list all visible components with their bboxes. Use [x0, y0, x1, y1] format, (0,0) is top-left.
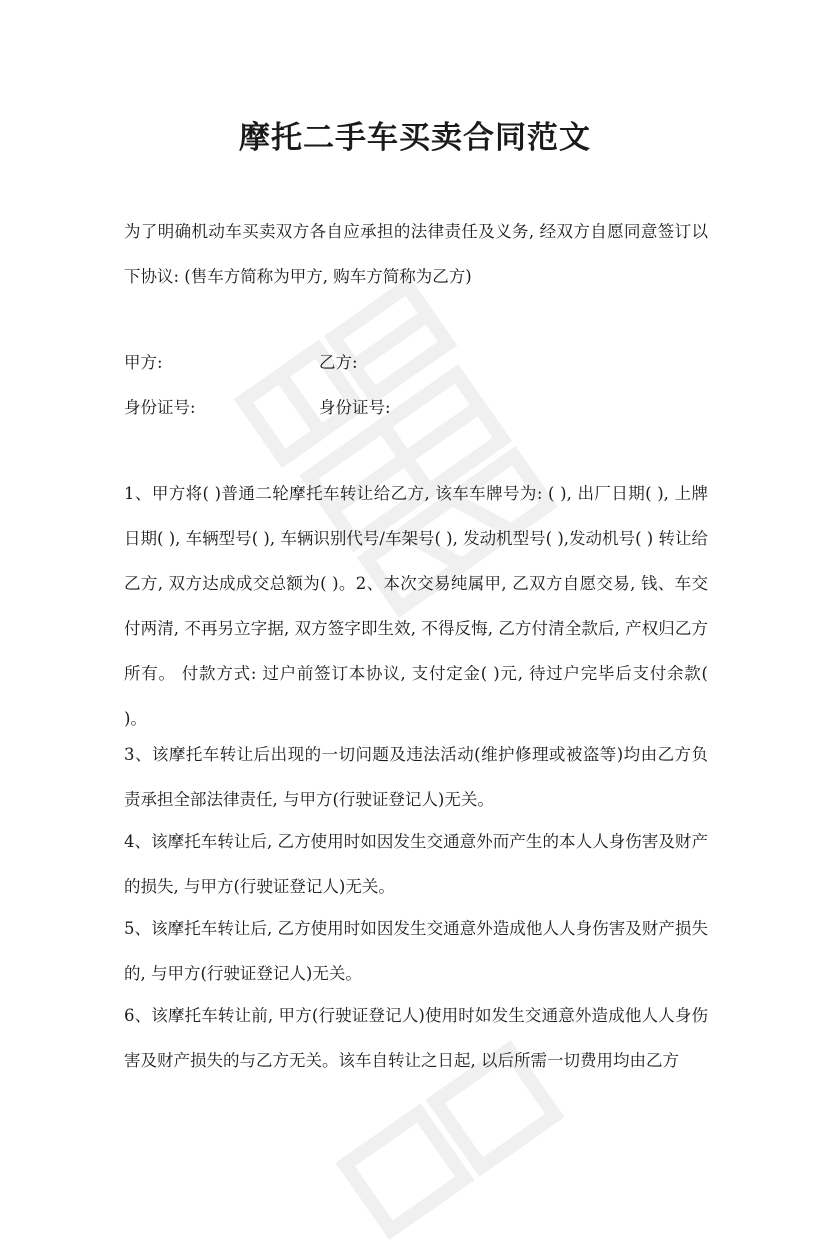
party-id-row: [124, 397, 391, 419]
clause-5: 5、该摩托车转让后, 乙方使用时如因发生交通意外造成他人人身伤害及财产损失的, 与甲方(行驶证登记人)无关。: [124, 919, 708, 983]
party-b-id-label: 身份证号:: [319, 398, 391, 417]
intro-paragraph: 为了明确机动车买卖双方各自应承担的法律责任及义务, 经双方自愿同意签订以下协议: (售车方简称为甲方, 购车方简称为乙方): [124, 222, 708, 286]
clause-1-2: 1、甲方将( )普通二轮摩托车转让给乙方, 该车车牌号为: ( ), 出厂日期( ), 上牌日期( ), 车辆型号( ), 车辆识别代号/车架号( ), 发动机型号( ),发动机号( ) 转让给乙方, 双方达成成交总额为( )。2、本次交易纯属甲, 乙双方自愿交易, 钱、车交付两清, 不再另立字据, 双方签字即生效, 不得反悔, 乙方付清全款后, 产权归乙方所有。 付款方式: 过户前签订本协议, 支付定金( )元, 待过户完毕后支付余款( )。: [124, 484, 708, 728]
party-a-id-label: 身份证号:: [124, 398, 196, 417]
clause-3: 3、该摩托车转让后出现的一切问题及违法活动(维护修理或被盗等)均由乙方负责承担全部法律责任, 与甲方(行驶证登记人)无关。: [124, 745, 708, 809]
party-b-label: 乙方:: [319, 353, 358, 372]
clause-4: 4、该摩托车转让后, 乙方使用时如因发生交通意外而产生的本人人身伤害及财产的损失, 与甲方(行驶证登记人)无关。: [124, 832, 708, 896]
document-title: 摩托二手车买卖合同范文: [239, 120, 591, 156]
clause-6: 6、该摩托车转让前, 甲方(行驶证登记人)使用时如发生交通意外造成他人人身伤害及财产损失的与乙方无关。该车自转让之日起, 以后所需一切费用均由乙方: [124, 1006, 708, 1070]
party-names-row: [124, 352, 358, 374]
party-a-label: 甲方:: [124, 353, 163, 372]
